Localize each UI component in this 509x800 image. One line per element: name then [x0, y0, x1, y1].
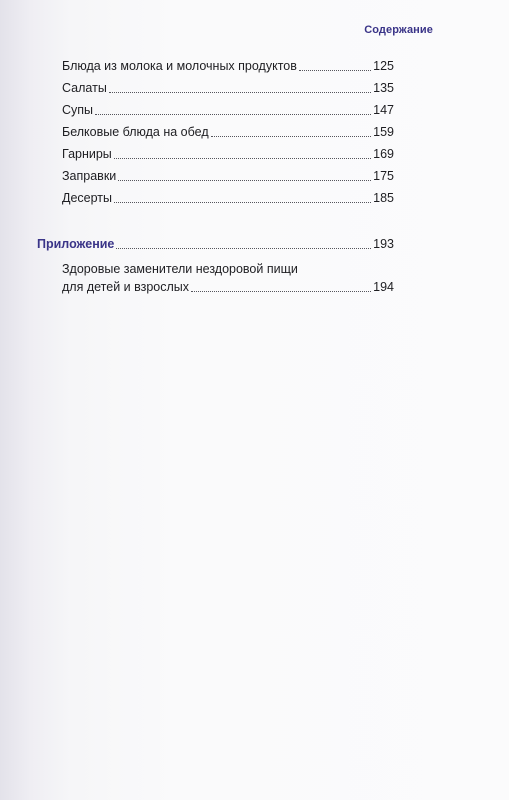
toc-entry-page: 159	[373, 125, 394, 139]
toc-entry-title: Заправки	[62, 169, 117, 183]
appendix-sub-entry-line2: для детей и взрослых	[62, 280, 190, 294]
toc-entry-side-dishes[interactable]	[62, 147, 394, 162]
dot-leader	[109, 92, 371, 93]
toc-entry-title: Десерты	[62, 191, 113, 205]
toc-entry-page: 125	[373, 59, 394, 73]
dot-leader	[95, 114, 371, 115]
toc-entry-title: Супы	[62, 103, 94, 117]
toc-entry-page: 147	[373, 103, 394, 117]
toc-entry-title: Гарниры	[62, 147, 112, 161]
running-head: Содержание	[364, 24, 433, 36]
toc-entry-title: Салаты	[62, 81, 107, 95]
appendix-sub-entry[interactable]	[62, 280, 394, 295]
appendix-sub-entry-line1[interactable]: Здоровые заменители нездоровой пищи	[62, 262, 298, 276]
toc-entry-desserts[interactable]	[62, 191, 394, 206]
appendix-sub-entry-page: 194	[373, 280, 394, 294]
toc-entry-protein-dishes[interactable]	[62, 125, 394, 140]
dot-leader	[116, 248, 371, 249]
toc-entry-salads[interactable]	[62, 81, 394, 96]
toc-appendix[interactable]	[37, 237, 394, 252]
toc-entry-page: 185	[373, 191, 394, 205]
dot-leader	[114, 202, 371, 203]
dot-leader	[299, 70, 371, 71]
toc-entry-dressings[interactable]	[62, 169, 394, 184]
toc-entry-dairy[interactable]	[62, 59, 394, 74]
toc-entry-title: Белковые блюда на обед	[62, 125, 209, 139]
toc-entry-page: 175	[373, 169, 394, 183]
toc-entry-page: 135	[373, 81, 394, 95]
dot-leader	[118, 180, 371, 181]
appendix-page: 193	[373, 237, 394, 251]
dot-leader	[114, 158, 371, 159]
dot-leader	[191, 291, 371, 292]
toc-entry-title: Блюда из молока и молочных продуктов	[62, 59, 297, 73]
toc-entry-page: 169	[373, 147, 394, 161]
appendix-title: Приложение	[37, 237, 115, 251]
toc-entry-soups[interactable]	[62, 103, 394, 118]
dot-leader	[211, 136, 372, 137]
